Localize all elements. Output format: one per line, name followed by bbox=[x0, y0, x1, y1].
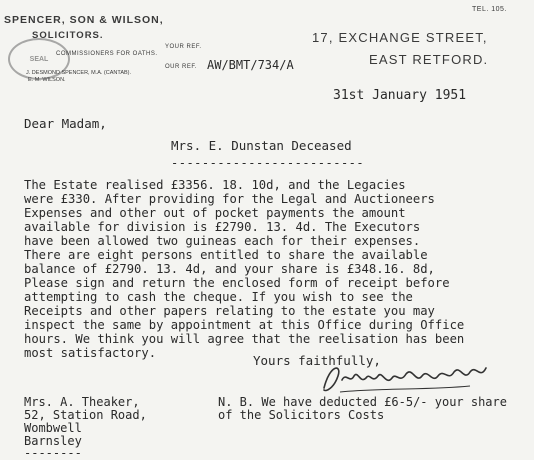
our-ref-value: AW/BMT/734/A bbox=[207, 58, 294, 72]
recipient-rule: -------- bbox=[24, 446, 82, 460]
body-line: There are eight persons entitled to share the available bbox=[24, 248, 428, 262]
nb-note-line-2: of the Solicitors Costs bbox=[218, 408, 385, 422]
body-line: hours. We think you will agree that the reelisation has been bbox=[24, 332, 465, 346]
body-line: Receipts and other papers relating to the estate you may bbox=[24, 304, 435, 318]
partner-name-2: E. M. WILSON. bbox=[28, 77, 66, 83]
firm-seal-stamp: SEAL bbox=[8, 38, 70, 80]
body-line: balance of £2790. 13. 4d, and your share is £348.16. 8d, bbox=[24, 262, 435, 276]
recipient-name: Mrs. A. Theaker, bbox=[24, 395, 140, 409]
body-line: most satisfactory. bbox=[24, 346, 157, 360]
body-line: were £330. After providing for the Legal and Auctioneers bbox=[24, 192, 435, 206]
recipient-city: Barnsley bbox=[24, 434, 82, 448]
salutation: Dear Madam, bbox=[24, 116, 107, 131]
recipient-street: 52, Station Road, bbox=[24, 408, 147, 422]
body-line: Please sign and return the enclosed form of receipt before bbox=[24, 276, 450, 290]
recipient-town: Wombwell bbox=[24, 421, 82, 435]
body-line: attempting to cash the cheque. If you wish to see the bbox=[24, 290, 413, 304]
telephone-number: TEL. 105. bbox=[472, 6, 507, 13]
closing: Yours faithfully, bbox=[253, 353, 381, 368]
body-line: have been allowed two guineas each for their expenses. bbox=[24, 234, 421, 248]
subject-line: Mrs. E. Dunstan Deceased bbox=[171, 138, 352, 153]
letter-date: 31st January 1951 bbox=[333, 88, 467, 103]
address-line-1: 17, EXCHANGE STREET, bbox=[312, 30, 488, 45]
subject-underline: ------------------------- bbox=[171, 156, 365, 170]
nb-note-line-1: N. B. We have deducted £6-5/- your share bbox=[218, 395, 507, 409]
address-line-2: EAST RETFORD. bbox=[369, 52, 489, 67]
body-line: The Estate realised £3356. 18. 10d, and the Legacies bbox=[24, 178, 406, 192]
firm-name: SPENCER, SON & WILSON, bbox=[4, 14, 164, 26]
solicitors-label: SOLICITORS. bbox=[32, 30, 104, 41]
your-ref-label: YOUR REF. bbox=[165, 44, 202, 50]
partner-name-1: J. DESMOND SPENCER, M.A. (CANTAB). bbox=[26, 70, 132, 76]
body-line: inspect the same by appointment at this Office during Office bbox=[24, 318, 465, 332]
handwritten-signature bbox=[320, 358, 490, 398]
commissioners-label: COMMISSIONERS FOR OATHS. bbox=[56, 51, 158, 57]
our-ref-label: OUR REF. bbox=[165, 64, 198, 70]
body-line: available for division is £2790. 13. 4d. The Executors bbox=[24, 220, 421, 234]
body-line: Expenses and other out of pocket payments the amount bbox=[24, 206, 406, 220]
